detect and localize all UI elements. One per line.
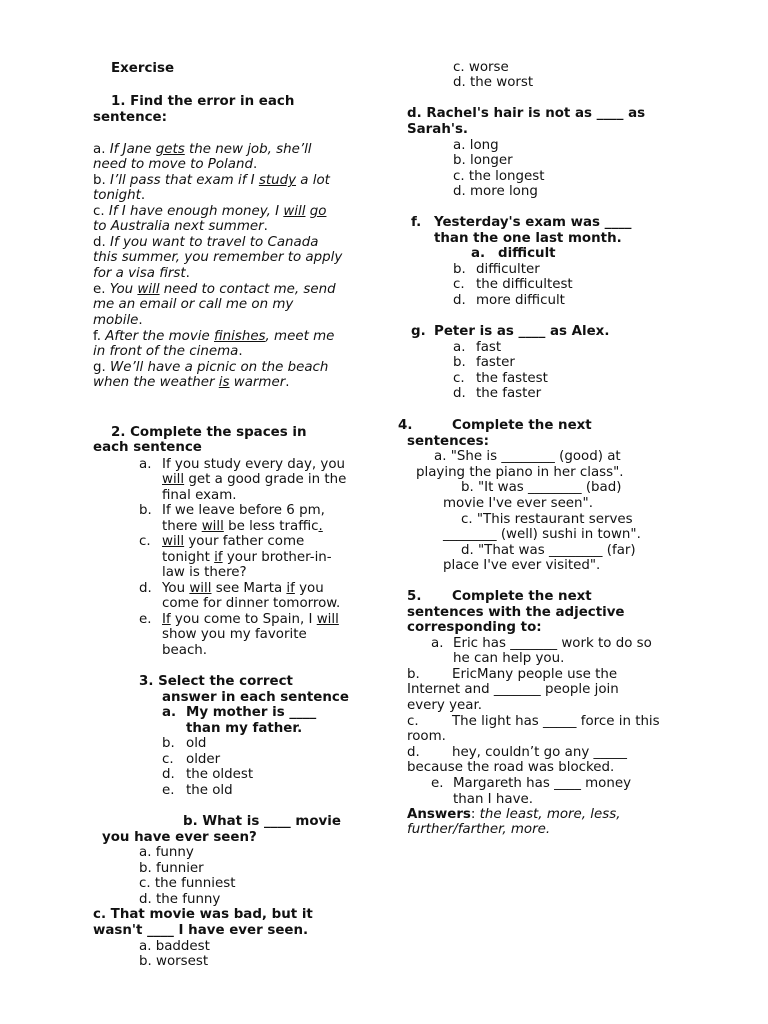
- s3-qa-line1: My mother is ____: [186, 705, 317, 720]
- s5-item-b-line1: EricMany people use the: [452, 667, 618, 682]
- s5-item-b-line3: every year.: [407, 698, 482, 713]
- s3-qf-opt-d-label: d.: [453, 293, 466, 308]
- s3-qc-opt-a: a. baddest: [139, 939, 210, 954]
- s5-item-d-label: d.: [407, 745, 420, 760]
- s3-qg-opt-d-label: d.: [453, 386, 466, 401]
- s2-item-a-label: a.: [139, 457, 152, 472]
- s1-item-g-line1: g. We’ll have a picnic on the beach: [93, 360, 329, 375]
- section2-heading: 2. Complete the spaces in: [111, 425, 307, 440]
- s5-item-b-line2: Internet and _______ people join: [407, 682, 619, 697]
- s2-item-d-label: d.: [139, 581, 152, 596]
- s2-item-d-line2: come for dinner tomorrow.: [162, 596, 341, 611]
- answers-line2: further/farther, more.: [407, 822, 551, 837]
- s1-item-c-line2: to Australia next summer.: [93, 219, 268, 234]
- s2-item-c-line2: tonight if your brother-in-: [162, 550, 332, 565]
- s3-qd-line1: d. Rachel's hair is not as ____ as: [407, 106, 646, 121]
- s2-item-a-line3: final exam.: [162, 488, 237, 503]
- s3-qc-line1: c. That movie was bad, but it: [93, 907, 313, 922]
- s3-qc-opt-c: c. worse: [453, 60, 509, 75]
- s5-item-c-line2: room.: [407, 729, 446, 744]
- s1-item-f-line2: in front of the cinema.: [93, 344, 243, 359]
- s3-qf-line1: Yesterday's exam was ____: [434, 215, 632, 230]
- s4-line-7: d. "That was ________ (far): [461, 543, 636, 558]
- s2-item-b-line1: If we leave before 6 pm,: [162, 503, 325, 518]
- s5-item-e-line1: Margareth has ____ money: [453, 776, 632, 791]
- s2-item-a-line2: will get a good grade in the: [162, 472, 347, 487]
- section3-heading: 3. Select the correct: [139, 674, 293, 689]
- section5-heading: Complete the next: [452, 589, 592, 604]
- section5-heading-cont: sentences with the adjective: [407, 605, 625, 620]
- answers-line1: Answers: the least, more, less,: [407, 807, 621, 822]
- s3-qd-opt-d: d. more long: [453, 184, 538, 199]
- s4-line-2: playing the piano in her class".: [416, 465, 624, 480]
- s3-qg-opt-d: the faster: [476, 386, 542, 401]
- s5-item-e-line2: than I have.: [453, 792, 534, 807]
- s1-item-e-line1: e. You will need to contact me, send: [93, 282, 336, 297]
- s5-item-c-label: c.: [407, 714, 419, 729]
- s4-line-3: b. "It was ________ (bad): [461, 480, 622, 495]
- s1-item-d-line1: d. If you want to travel to Canada: [93, 235, 319, 250]
- s3-qg-opt-a: fast: [476, 340, 502, 355]
- section2-heading-cont: each sentence: [93, 440, 202, 455]
- s3-qa-opt-b-label: b.: [162, 736, 175, 751]
- s1-item-a-line2: need to move to Poland.: [93, 157, 258, 172]
- s4-line-4: movie I've ever seen".: [443, 496, 593, 511]
- s1-item-b-line1: b. I’ll pass that exam if I study a lot: [93, 173, 330, 188]
- s3-qf-opt-b-label: b.: [453, 262, 466, 277]
- s3-qb-opt-c: c. the funniest: [139, 876, 236, 891]
- s3-qb-line2: you have ever seen?: [102, 830, 257, 845]
- s3-qf-opt-d: more difficult: [476, 293, 565, 308]
- s2-item-e-label: e.: [139, 612, 152, 627]
- s5-item-c-line1: The light has _____ force in this: [452, 714, 660, 729]
- s1-item-d-line2: this summer, you remember to apply: [93, 250, 343, 265]
- s5-item-a-label: a.: [431, 636, 444, 651]
- s2-item-e-line2: show you my favorite: [162, 627, 307, 642]
- section3-heading-cont: answer in each sentence: [162, 690, 349, 705]
- s3-qb-opt-a: a. funny: [139, 845, 194, 860]
- s3-qf-opt-c-label: c.: [453, 277, 465, 292]
- s3-qd-line2: Sarah's.: [407, 122, 469, 137]
- section5-number: 5.: [407, 589, 422, 604]
- s3-qa-opt-e: the old: [186, 783, 233, 798]
- s2-item-d-line1: You will see Marta if you: [162, 581, 324, 596]
- s3-qb-opt-d: d. the funny: [139, 892, 221, 907]
- s3-qa-opt-c-label: c.: [162, 752, 174, 767]
- s3-qc-line2: wasn't ____ I have ever seen.: [93, 923, 309, 938]
- s1-item-f-line1: f. After the movie finishes, meet me: [93, 329, 335, 344]
- s5-item-a-line1: Eric has _______ work to do so: [453, 636, 652, 651]
- s3-qa-opt-d-label: d.: [162, 767, 175, 782]
- s5-item-e-label: e.: [431, 776, 444, 791]
- s2-item-e-line1: If you come to Spain, I will: [162, 612, 339, 627]
- s3-qg-label: g.: [411, 324, 426, 339]
- s4-line-5: c. "This restaurant serves: [461, 512, 633, 527]
- s3-qg-opt-c-label: c.: [453, 371, 465, 386]
- s3-qa-opt-c: older: [186, 752, 221, 767]
- s3-qf-line2: than the one last month.: [434, 231, 622, 246]
- s1-item-b-line2: tonight.: [93, 188, 146, 203]
- answers-label: Answers: [407, 807, 471, 822]
- section1-heading: 1. Find the error in each: [111, 94, 295, 109]
- s4-line-8: place I've ever visited".: [443, 558, 601, 573]
- s5-item-b-label: b.: [407, 667, 420, 682]
- section1-heading-cont: sentence:: [93, 110, 167, 125]
- s2-item-b-line2: there will be less traffic.: [162, 519, 323, 534]
- s3-qd-opt-a: a. long: [453, 138, 499, 153]
- section4-heading-cont: sentences:: [407, 434, 489, 449]
- s3-qg-opt-a-label: a.: [453, 340, 466, 355]
- s3-qa-opt-b: old: [186, 736, 207, 751]
- s3-qa-label: a.: [162, 705, 177, 720]
- s4-line-1: a. "She is ________ (good) at: [434, 449, 621, 464]
- s3-qa-opt-e-label: e.: [162, 783, 175, 798]
- s5-item-d-line1: hey, couldn’t go any _____: [452, 745, 627, 760]
- s3-qf-opt-a-label: a.: [471, 246, 486, 261]
- s2-item-c-line3: law is there?: [162, 565, 247, 580]
- s1-item-a-line1: a. If Jane gets the new job, she’ll: [93, 142, 312, 157]
- s3-qf-opt-a: difficult: [498, 246, 556, 261]
- s3-qd-opt-b: b. longer: [453, 153, 513, 168]
- s3-qg-opt-b: faster: [476, 355, 515, 370]
- s3-qa-line2: than my father.: [186, 721, 303, 736]
- s2-item-a-line1: If you study every day, you: [162, 457, 346, 472]
- s1-item-e-line3: mobile.: [93, 313, 143, 328]
- s3-qb-opt-b: b. funnier: [139, 861, 204, 876]
- answers-text: the least, more, less,: [475, 807, 621, 822]
- s3-qf-opt-b: difficulter: [476, 262, 540, 277]
- s4-line-6: ________ (well) sushi in town".: [443, 527, 641, 542]
- s1-item-d-line3: for a visa first.: [93, 266, 190, 281]
- s5-item-d-line2: because the road was blocked.: [407, 760, 615, 775]
- s3-qc-opt-b: b. worsest: [139, 954, 209, 969]
- section4-number: 4.: [398, 418, 413, 433]
- section4-heading: Complete the next: [452, 418, 592, 433]
- s2-item-c-label: c.: [139, 534, 151, 549]
- s1-item-g-line2: when the weather is warmer.: [93, 375, 290, 390]
- s3-qg-opt-b-label: b.: [453, 355, 466, 370]
- page-title: Exercise: [111, 61, 175, 76]
- s3-qg-opt-c: the fastest: [476, 371, 548, 386]
- s3-qa-opt-d: the oldest: [186, 767, 254, 782]
- s3-qf-label: f.: [411, 215, 422, 230]
- section5-heading-cont2: corresponding to:: [407, 620, 542, 635]
- s3-qd-opt-c: c. the longest: [453, 169, 545, 184]
- s3-qb-line1: b. What is ____ movie: [183, 814, 341, 829]
- s1-item-e-line2: me an email or call me on my: [93, 297, 294, 312]
- s3-qc-opt-d: d. the worst: [453, 75, 534, 90]
- s3-qg-line1: Peter is as ____ as Alex.: [434, 324, 610, 339]
- s3-qf-opt-c: the difficultest: [476, 277, 573, 292]
- s1-item-c-line1: c. If I have enough money, I will go: [93, 204, 327, 219]
- s2-item-b-label: b.: [139, 503, 152, 518]
- s2-item-e-line3: beach.: [162, 643, 208, 658]
- s5-item-a-line2: he can help you.: [453, 651, 565, 666]
- s2-item-c-line1: will your father come: [162, 534, 305, 549]
